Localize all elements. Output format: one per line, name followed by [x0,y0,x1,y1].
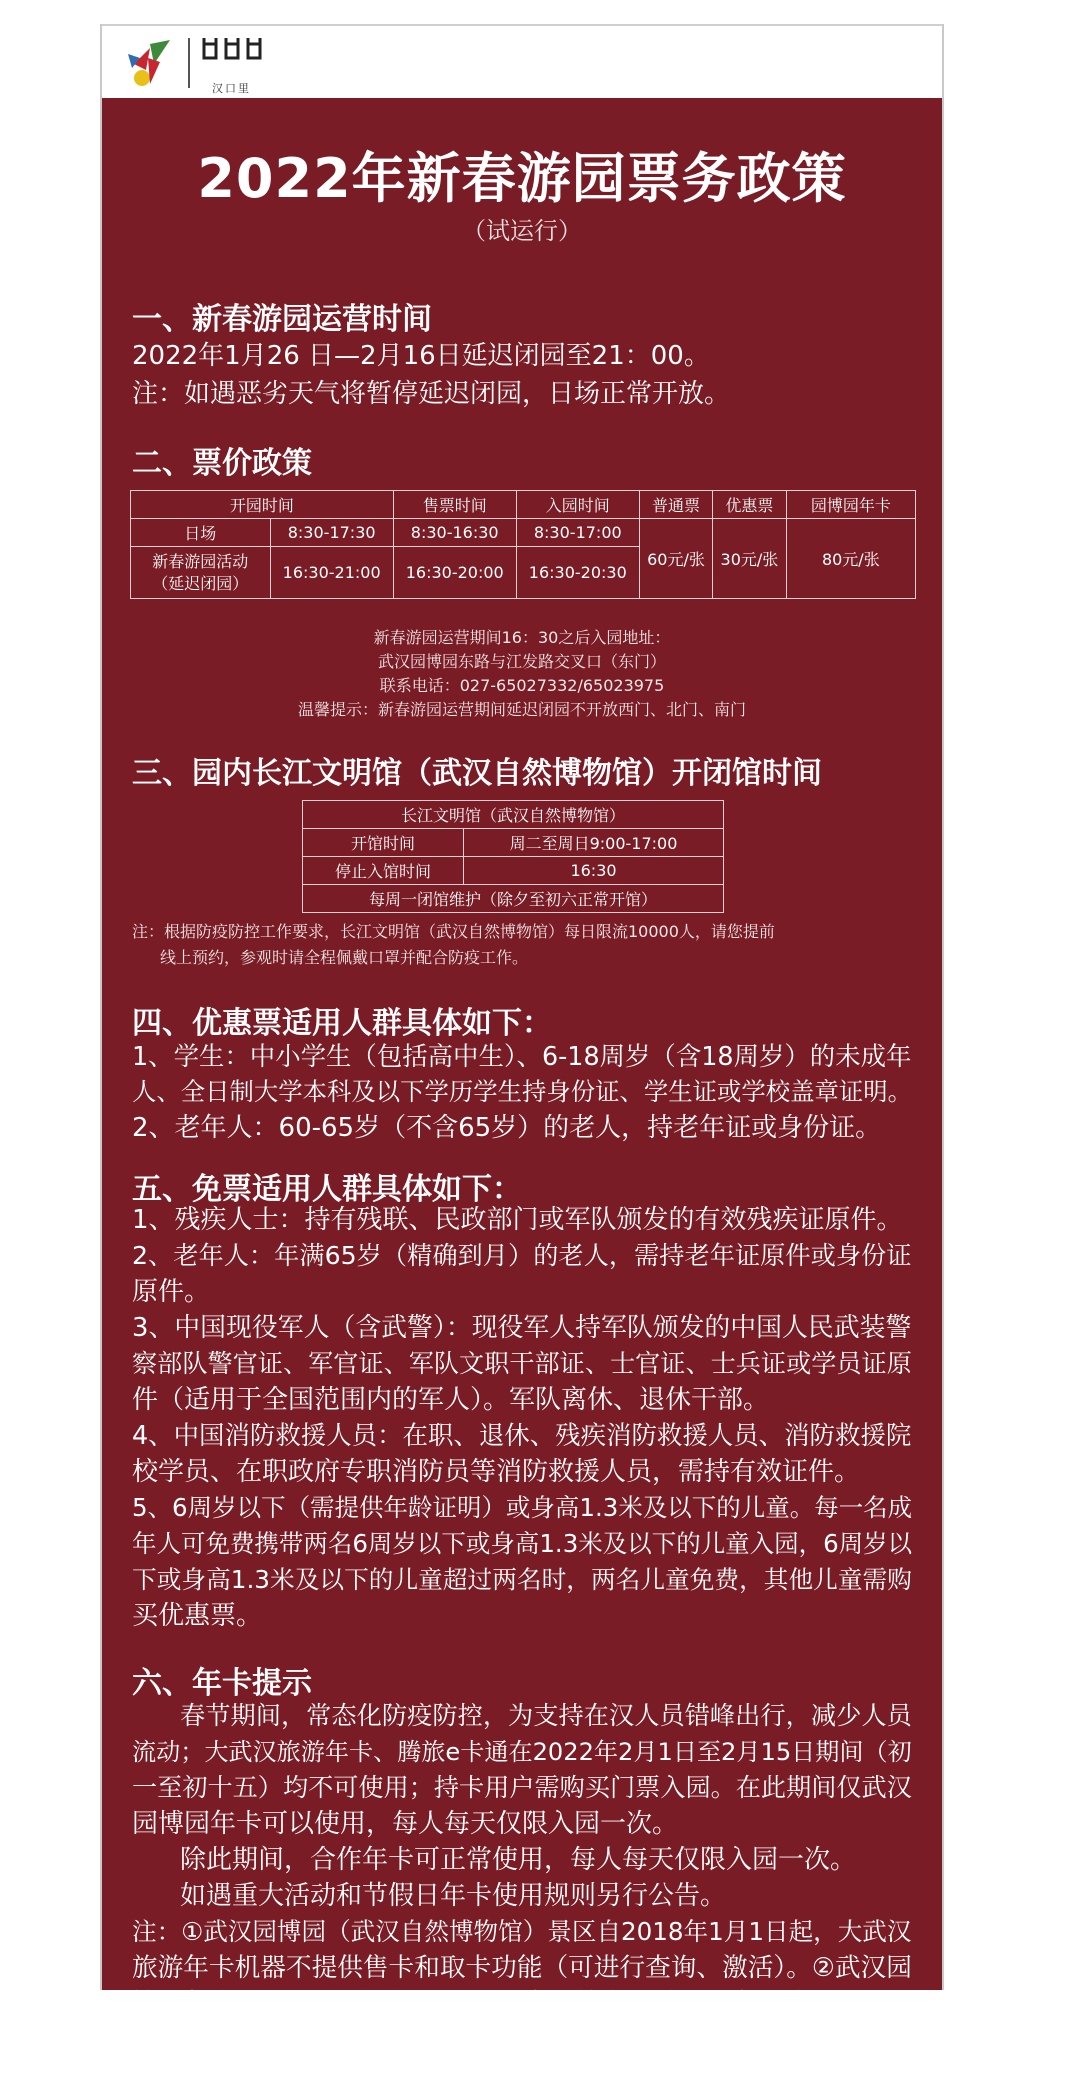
museum-stop-value: 16:30 [464,857,724,885]
row-evening-label-b: （延迟闭园） [152,573,249,593]
logo-divider [188,38,190,88]
section6-line4: 园博园年卡可以使用，每人每天仅限入园一次。 [132,1809,679,1839]
section6-note-line5: 武汉园博园年卡价格为：80元/张。 [132,2061,538,2091]
entry-note-1: 新春游园运营期间16：30之后入园地址： [373,628,671,647]
price-regular: 60元/张 [639,519,712,599]
section6-note-line4: 二代身份证原件”入园）；无“二代身份证原件”则无法办理。 [132,2025,810,2055]
museum-open-label: 开馆时间 [303,829,464,857]
ticket-price-table [130,490,916,599]
entry-note-phone: 联系电话：027-65027332/65023975 [379,676,665,695]
museum-hours-table [302,800,724,913]
section5-line6: 件（适用于全国范围内的军人）。军队离休、退休干部。 [132,1385,770,1415]
museum-table-title: 长江文明馆（武汉自然博物馆） [303,801,724,829]
section5-line1: 1、残疾人士：持有残联、民政部门或军队颁发的有效残疾证原件。 [132,1205,903,1235]
row-day-entry: 8:30-17:00 [516,519,639,547]
poster [102,98,942,2091]
section5-line8: 校学员、在职政府专职消防员等消防救援人员，需持有效证件。 [132,1457,861,1487]
section5-line11: 下或身高1.3米及以下的儿童超过两名时，两名儿童免费，其他儿童需购 [132,1565,912,1594]
col-header-open-time: 开园时间 [131,491,394,519]
row-day-label: 日场 [131,519,271,547]
row-evening-entry: 16:30-20:30 [516,547,639,599]
row-evening-open: 16:30-21:00 [270,547,393,599]
section1-line1: 2022年1月26 日—2月16日延迟闭园至21：00。 [132,341,710,371]
section3-heading: 三、园内长江文明馆（武汉自然博物馆）开闭馆时间 [132,756,822,791]
museum-note-1: 注：根据防疫防控工作要求，长江文明馆（武汉自然博物馆）每日限流10000人，请您提前 [132,922,775,941]
col-header-discount-ticket: 优惠票 [713,491,786,519]
section5-line10: 年人可免费携带两名6周岁以下或身高1.3米及以下的儿童入园，6周岁以 [132,1529,913,1558]
section5-line3: 原件。 [132,1277,211,1307]
section5-line12: 买优惠票。 [132,1601,263,1631]
price-annual-card: 80元/张 [786,519,915,599]
entry-note-2: 武汉园博园东路与江发路交叉口（东门） [377,652,666,671]
section6-note-line3: 博园年卡需凭“二代身份证原件”到售票处绑定激活，方可使用（刷“ [132,1989,901,2019]
section6-line1: 春节期间，常态化防疫防控，为支持在汉人员错峰出行，减少人员 [180,1701,912,1730]
section6-note-line2: 旅游年卡机器不提供售卡和取卡功能（可进行查询、激活）。②武汉园 [132,1953,912,1983]
col-header-entry-time: 入园时间 [516,491,639,519]
header-bar [102,24,942,100]
brand-name-cn: 汉口里 [212,82,251,95]
section6-line2: 流动；大武汉旅游年卡、腾旅e卡通在2022年2月1日至2月15日期间（初 [132,1738,912,1766]
section5-line9: 5、6周岁以下（需提供年龄证明）或身高1.3米及以下的儿童。每一名成 [132,1493,913,1522]
section6-line6: 如遇重大活动和节假日年卡使用规则另行公告。 [180,1881,727,1911]
section5-heading: 五、免票适用人群具体如下： [132,1172,522,1207]
col-header-sale-time: 售票时间 [393,491,516,519]
section5-line5: 察部队警官证、军官证、军队文职干部证、士官证、士兵证或学员证原 [132,1349,912,1378]
row-day-sale: 8:30-16:30 [393,519,516,547]
museum-maintenance: 每周一闭馆维护（除夕至初六正常开馆） [303,885,724,913]
row-evening-label [131,547,271,599]
entry-note-reminder: 温馨提示：新春游园运营期间延迟闭园不开放西门、北门、南门 [297,700,746,719]
page-subtitle: （试运行） [462,217,582,245]
section1-heading: 一、新春游园运营时间 [132,302,432,337]
col-header-regular-ticket: 普通票 [639,491,712,519]
row-evening-sale: 16:30-20:00 [393,547,516,599]
price-discount: 30元/张 [713,519,786,599]
section6-line3: 一至初十五）均不可使用；持卡用户需购买门票入园。在此期间仅武汉 [132,1773,912,1802]
page-title: 2022年新春游园票务政策 [197,147,847,210]
museum-note-2: 线上预约，参观时请全程佩戴口罩并配合防疫工作。 [160,948,529,967]
section5-line7: 4、中国消防救援人员：在职、退休、残疾消防救援人员、消防救援院 [132,1421,912,1451]
section2-heading: 二、票价政策 [132,446,312,481]
section4-heading: 四、优惠票适用人群具体如下： [132,1006,552,1041]
section5-line2: 2、老年人：年满65岁（精确到月）的老人，需持老年证原件或身份证 [132,1241,912,1270]
col-header-annual-card: 园博园年卡 [786,491,915,519]
row-evening-label-a: 新春游园活动 [152,551,249,571]
section4-line2: 人、全日制大学本科及以下学历学生持身份证、学生证或学校盖章证明。 [132,1077,912,1106]
brand-logo-icon [120,34,178,92]
section5-line4: 3、中国现役军人（含武警）：现役军人持军队颁发的中国人民武装警 [132,1313,912,1343]
section6-line5: 除此期间，合作年卡可正常使用，每人每天仅限入园一次。 [180,1845,857,1875]
museum-open-value: 周二至周日9:00-17:00 [464,829,724,857]
museum-stop-label: 停止入馆时间 [303,857,464,885]
section6-heading: 六、年卡提示 [132,1666,312,1701]
section4-line1: 1、学生：中小学生（包括高中生）、6-18周岁（含18周岁）的未成年 [132,1041,912,1071]
section1-line2: 注：如遇恶劣天气将暂停延迟闭园，日场正常开放。 [132,379,731,409]
frame-right-border [942,24,944,1990]
section6-note-line1: 注：①武汉园博园（武汉自然博物馆）景区自2018年1月1日起，大武汉 [132,1917,912,1946]
row-day-open: 8:30-17:30 [270,519,393,547]
section4-line3: 2、老年人：60-65岁（不含65岁）的老人，持老年证或身份证。 [132,1113,882,1143]
